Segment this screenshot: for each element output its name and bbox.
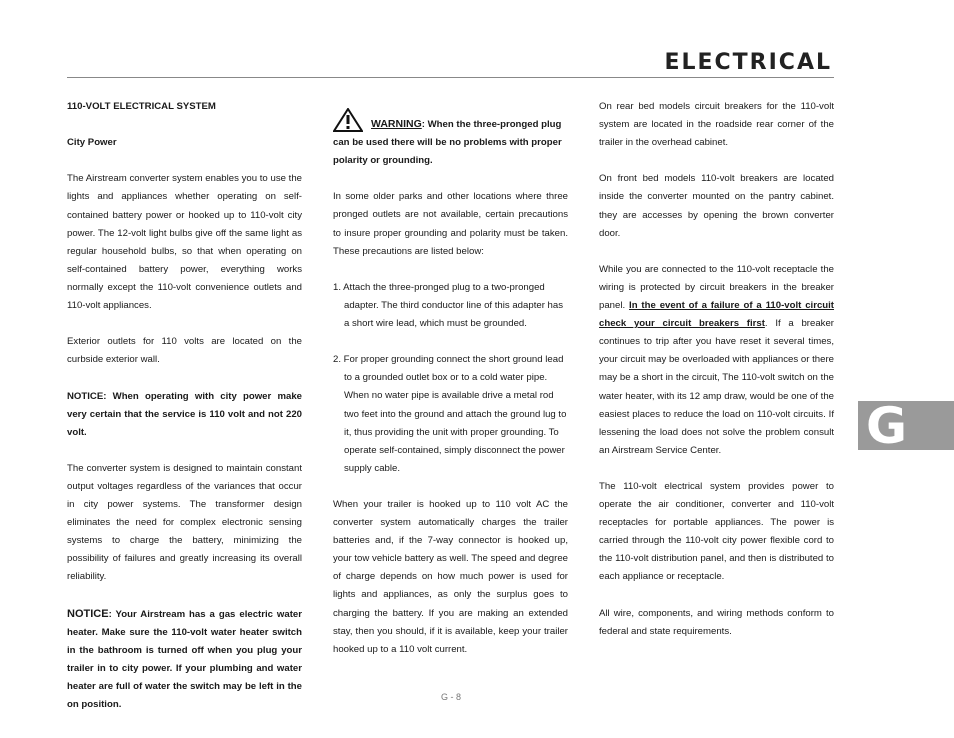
notice-text: : Your Airstream has a gas electric water heater. Make sure the 110-volt water heater switch in the bathroom is turned off when you plug your trailer in to city power. If your plumbing and water heater are full of water the switch may be left in the on position. (67, 608, 302, 711)
warning-triangle-icon (333, 108, 363, 130)
warning-block (333, 115, 568, 170)
paragraph: On rear bed models circuit breakers for the 110-volt system are located in the roadside rear corner of the trailer in the overhead cabinet. (599, 101, 834, 149)
page-number: G - 8 (440, 692, 461, 702)
paragraph: The converter system is designed to maintain constant output voltages regardless of the variances that occur in city power systems. The transformer design eliminates the need for complex electronic sensing systems to charge the battery, minimizing the possibility of failures and greatly increasing its overall reliability. (67, 462, 302, 583)
header-divider (67, 77, 834, 78)
list-item: 1. Attach the three-pronged plug to a two-pronged adapter. The third conductor line of this adapter has a short wire lead, which must be grounded. (333, 281, 564, 330)
paragraph: The Airstream converter system enables you to use the lights and appliances whether operating on self-contained battery power or hooked up to 110-volt city power. The 12-volt light bulbs give off the same light as regular household bulbs, so that when operating on self-contained battery power, everything works normally except the 110-volt convenience outlets and 110-volt appliances. (67, 173, 302, 312)
section-title: ELECTRICAL (664, 50, 832, 75)
paragraph: On front bed models 110-volt breakers are located inside the converter mounted on the pantry cabinet. they are accesses by opening the brown converter door. (599, 173, 834, 239)
warning-label: WARNING (371, 118, 422, 130)
text-span: While you are connected to the 110-volt receptacle the wiring is protected by circuit breakers in the breaker panel. (599, 263, 834, 312)
paragraph: The 110-volt electrical system provides power to operate the air conditioner, converter and 110-volt receptacles for portable appliances. The power is carried through the 110-volt city power flexible cord to the 110-volt distribution panel, and then is distributed to each appliance or receptacle. (599, 480, 834, 583)
paragraph: Exterior outlets for 110 volts are located on the curbside exterior wall. (67, 336, 302, 366)
notice-label: NOTICE (67, 607, 109, 620)
paragraph: All wire, components, and wiring methods conform to federal and state requirements. (599, 607, 834, 637)
subheading-city-power: City Power (67, 137, 117, 149)
paragraph: When your trailer is hooked up to 110 volt AC the converter system automatically charges the trailer batteries and, if the 7-way connector is hooked up, your tow vehicle battery as well. The speed and degree of charge depends on how much power is used for lights and appliances, as only the surplus goes to charging the battery. If you are making an extended stay, then you should, if it is available, keep your trailer hooked up to a 110 volt current. (333, 498, 568, 655)
section-heading: 110-VOLT ELECTRICAL SYSTEM (67, 101, 216, 112)
column-right (599, 98, 834, 659)
column-left (67, 98, 302, 732)
paragraph: In some older parks and other locations where three pronged outlets are not available, certain precautions to insure proper grounding and polarity must be taken. These precautions are listed below: (333, 191, 568, 257)
text-span: . If a breaker continues to trip after you have reset it several times, your circuit may be overloaded with appliances or there may be a short in the circuit, The 110-volt switch on the water heater, with its 12 amp draw, would be one of the easiest places to reduce the load on 110-volt circuits. If lessening the load does not solve the problem consult an Airstream Service Center. (599, 318, 835, 456)
column-middle (333, 115, 568, 677)
warning-text: : When the three-pronged plug can be used there will be no problems with proper polarity or grounding. (333, 119, 562, 167)
emphasis-text: In the event of a failure of a 110-volt circuit check your circuit breakers first (599, 300, 835, 330)
list-item: 2. For proper grounding connect the short ground lead to a grounded outlet box or to a cold water pipe. When no water pipe is available drive a metal rod two feet into the ground and attach the ground lug to it, thus providing the unit with proper grounding. To operate self-contained, simply disconnect the power supply cable. (333, 354, 567, 474)
notice-voltage: NOTICE: When operating with city power make very certain that the service is 110 volt and not 220 volt. (67, 390, 302, 438)
section-tab-letter: G (866, 397, 908, 455)
paragraph-breakers (599, 261, 834, 460)
